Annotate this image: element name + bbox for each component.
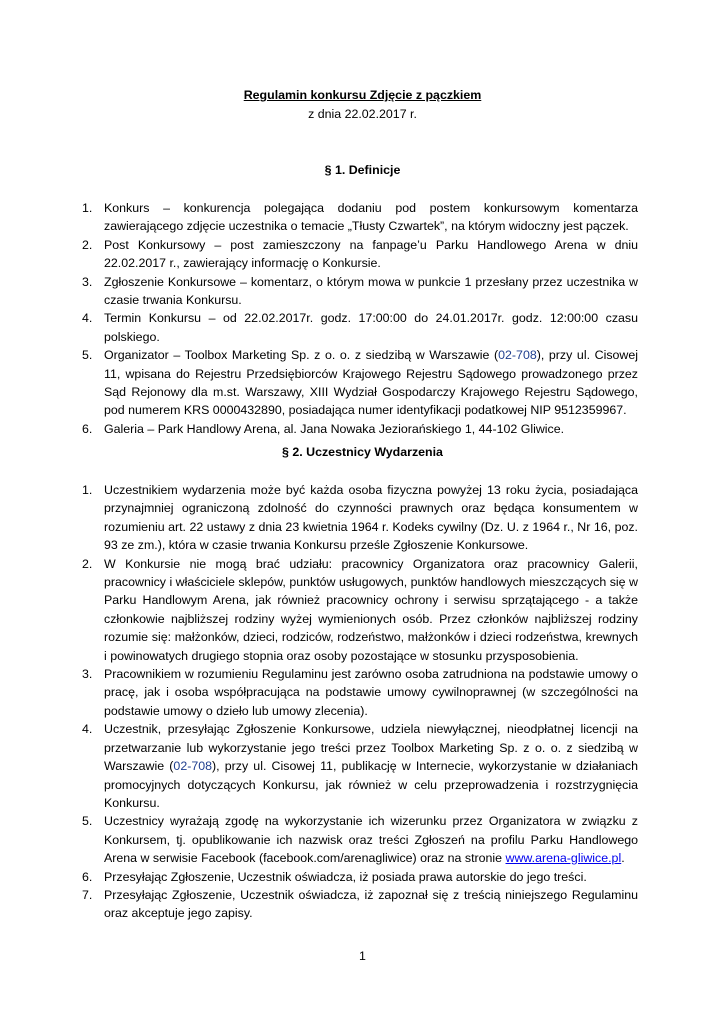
list-item: 2. W Konkursie nie mogą brać udziału: pracownicy Organizatora oraz pracownicy Galerii, pracownicy i właściciele sklepów, punktów usługowych, punktów handlowych mieszczących się w Parku Handlowym Arena, jak również pracownicy ochrony i serwisu sprzątającego - a także członkowie najbliższej rodziny wyżej wymienionych osób. Przez członków najbliższej rodziny rozumie się: małżonków, dzieci, rodziców, rodzeństwo, małżonków i dzieci rodzeństwa, krewnych i powinowatych drugiego stopnia oraz osoby pozostające w stosunku przysposobienia. xyxy=(82,556,638,663)
section-2-title: § 2. Uczestnicy Wydarzenia xyxy=(282,445,443,459)
list-item: 6. Galeria – Park Handlowy Arena, al. Jana Nowaka Jeziorańskiego 1, 44-102 Gliwice. xyxy=(82,421,565,436)
page-number: 1 xyxy=(359,949,366,963)
list-item: 5. Organizator – Toolbox Marketing Sp. z o. o. z siedzibą w Warszawie (02-708), przy ul. Cisowej 11, wpisana do Rejestru Przedsiębiorców Krajowego Rejestru Sądowego prowadzonego przez Sąd Rejonowy dla m.st. Warszawy, XIII Wydział Gospodarczy Krajowego Rejestru Sądowego, pod numerem KRS 0000432890, posiadająca numer identyfikacji podatkowej NIP 9512359967. xyxy=(82,348,639,418)
document-title: Regulamin konkursu Zdjęcie z pączkiem xyxy=(243,88,482,102)
list-item: 5. Uczestnicy wyrażają zgodę na wykorzystanie ich wizerunku przez Organizatora w związku z Konkursem, tj. opublikowanie ich nazwisk oraz treści Zgłoszeń na profilu Parku Handlowego Arena w serwisie Facebook (facebook.com/arenagliwice) oraz na stronie www.arena-gliwice.pl. xyxy=(82,814,638,866)
list-item: 1. Konkurs – konkurencja polegająca dodaniu pod postem konkursowym komentarza zawierającego zdjęcie uczestnika o temacie „Tłusty Czwartek”, na którym widoczny jest pączek. xyxy=(82,201,638,234)
website-link[interactable]: www.arena-gliwice.pl xyxy=(505,851,622,866)
definitions-list xyxy=(0,199,725,438)
list-item: 6. Przesyłając Zgłoszenie, Uczestnik oświadcza, iż posiada prawa autorskie do jego treści. xyxy=(82,869,587,884)
list-item: 3. Zgłoszenie Konkursowe – komentarz, o którym mowa w punkcie 1 przesłany przez uczestnika w czasie trwania Konkursu. xyxy=(82,274,638,308)
section-1-title: § 1. Definicje xyxy=(324,163,401,177)
list-item: 4. Uczestnik, przesyłając Zgłoszenie Konkursowe, udziela niewyłącznej, nieodpłatnej licencji na przetwarzanie lub wykorzystanie jego treści przez Toolbox Marketing Sp. z o. o. z siedzibą w Warszawie (02-708), przy ul. Cisowej 11, publikację w Internecie, wykorzystanie w działaniach promocyjnych dotyczących Konkursu, jak również w celu przeprowadzenia i rozstrzygnięcia Konkursu. xyxy=(82,722,638,810)
list-item: 3. Pracownikiem w rozumieniu Regulaminu jest zarówno osoba zatrudniona na podstawie umowy o pracę, jak i osoba współpracująca na podstawie umowy cywilnoprawnej (w szczególności na podstawie umowy o dzieło lub umowy zlecenia). xyxy=(82,667,638,718)
list-item: 1. Uczestnikiem wydarzenia może być każda osoba fizyczna powyżej 13 roku życia, posiadająca przynajmniej ograniczoną zdolność do czynności prawnych oraz będąca konsumentem w rozumieniu art. 22 ustawy z dnia 23 kwietnia 1964 r. Kodeks cywilny (Dz. U. z 1964 r., Nr 16, poz. 93 ze zm.), która w czasie trwania Konkursu prześle Zgłoszenie Konkursowe. xyxy=(82,483,638,553)
list-item: 2. Post Konkursowy – post zamieszczony na fanpage’u Parku Handlowego Arena w dniu 22.02.2017 r., zawierający informację o Konkursie. xyxy=(82,237,638,271)
document-date: z dnia 22.02.2017 r. xyxy=(308,107,417,121)
list-item: 4. Termin Konkursu – od 22.02.2017r. godz. 17:00:00 do 24.01.2017r. godz. 12:00:00 czasu polskiego. xyxy=(82,311,638,344)
list-item: 7. Przesyłając Zgłoszenie, Uczestnik oświadcza, iż zapoznał się z treścią niniejszego Regulaminu oraz akceptuje jego zapisy. xyxy=(82,887,638,921)
participants-list xyxy=(0,481,725,923)
postal-code: 02-708 xyxy=(498,348,537,363)
postal-code: 02-708 xyxy=(173,759,213,774)
